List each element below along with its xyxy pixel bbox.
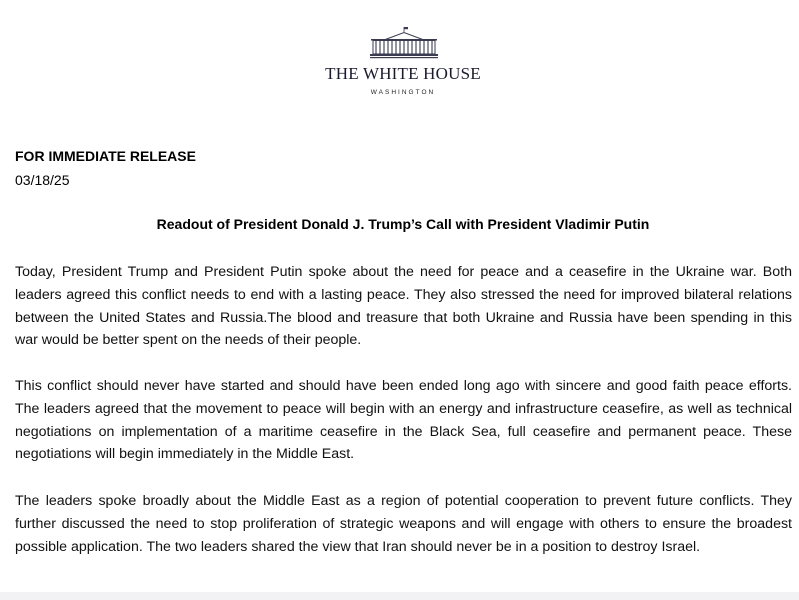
release-date: 03/18/25 — [15, 172, 70, 188]
release-label: FOR IMMEDIATE RELEASE — [15, 148, 196, 164]
brand-subtitle: WASHINGTON — [370, 89, 436, 96]
white-house-building-icon — [370, 27, 438, 59]
brand-name: THE WHITE HOUSE — [325, 64, 481, 83]
masthead — [0, 0, 799, 110]
body-paragraph: This conflict should never have started and should have been ended long ago with sincere and good faith peace efforts. The leaders agreed that the movement to peace will begin with an energy and infrastructure ceasefire, as well as technical negotiations on implementation of a maritime ceasefire in the Black Sea, full ceasefire and permanent peace. These negotiations will begin immediately in the Middle East. — [15, 378, 792, 463]
body-paragraph: Today, President Trump and President Putin spoke about the need for peace and a ceasefire in the Ukraine war. Both leaders agreed this conflict needs to end with a lasting peace. They also stressed the need for improved bilateral relations between the United States and Russia.The blood and treasure that both Ukraine and Russia have been spending in this war would be better spent on the needs of their people. — [15, 264, 792, 349]
page-bottom-band — [0, 592, 799, 600]
body-paragraph: The leaders spoke broadly about the Middle East as a region of potential cooperation to prevent future conflicts. They further discussed the need to stop proliferation of strategic weapons and will engage with others to ensure the broadest possible application. The two leaders shared the view that Iran should never be in a position to destroy Israel. — [15, 493, 792, 555]
page-title: Readout of President Donald J. Trump’s Call with President Vladimir Putin — [156, 216, 650, 232]
